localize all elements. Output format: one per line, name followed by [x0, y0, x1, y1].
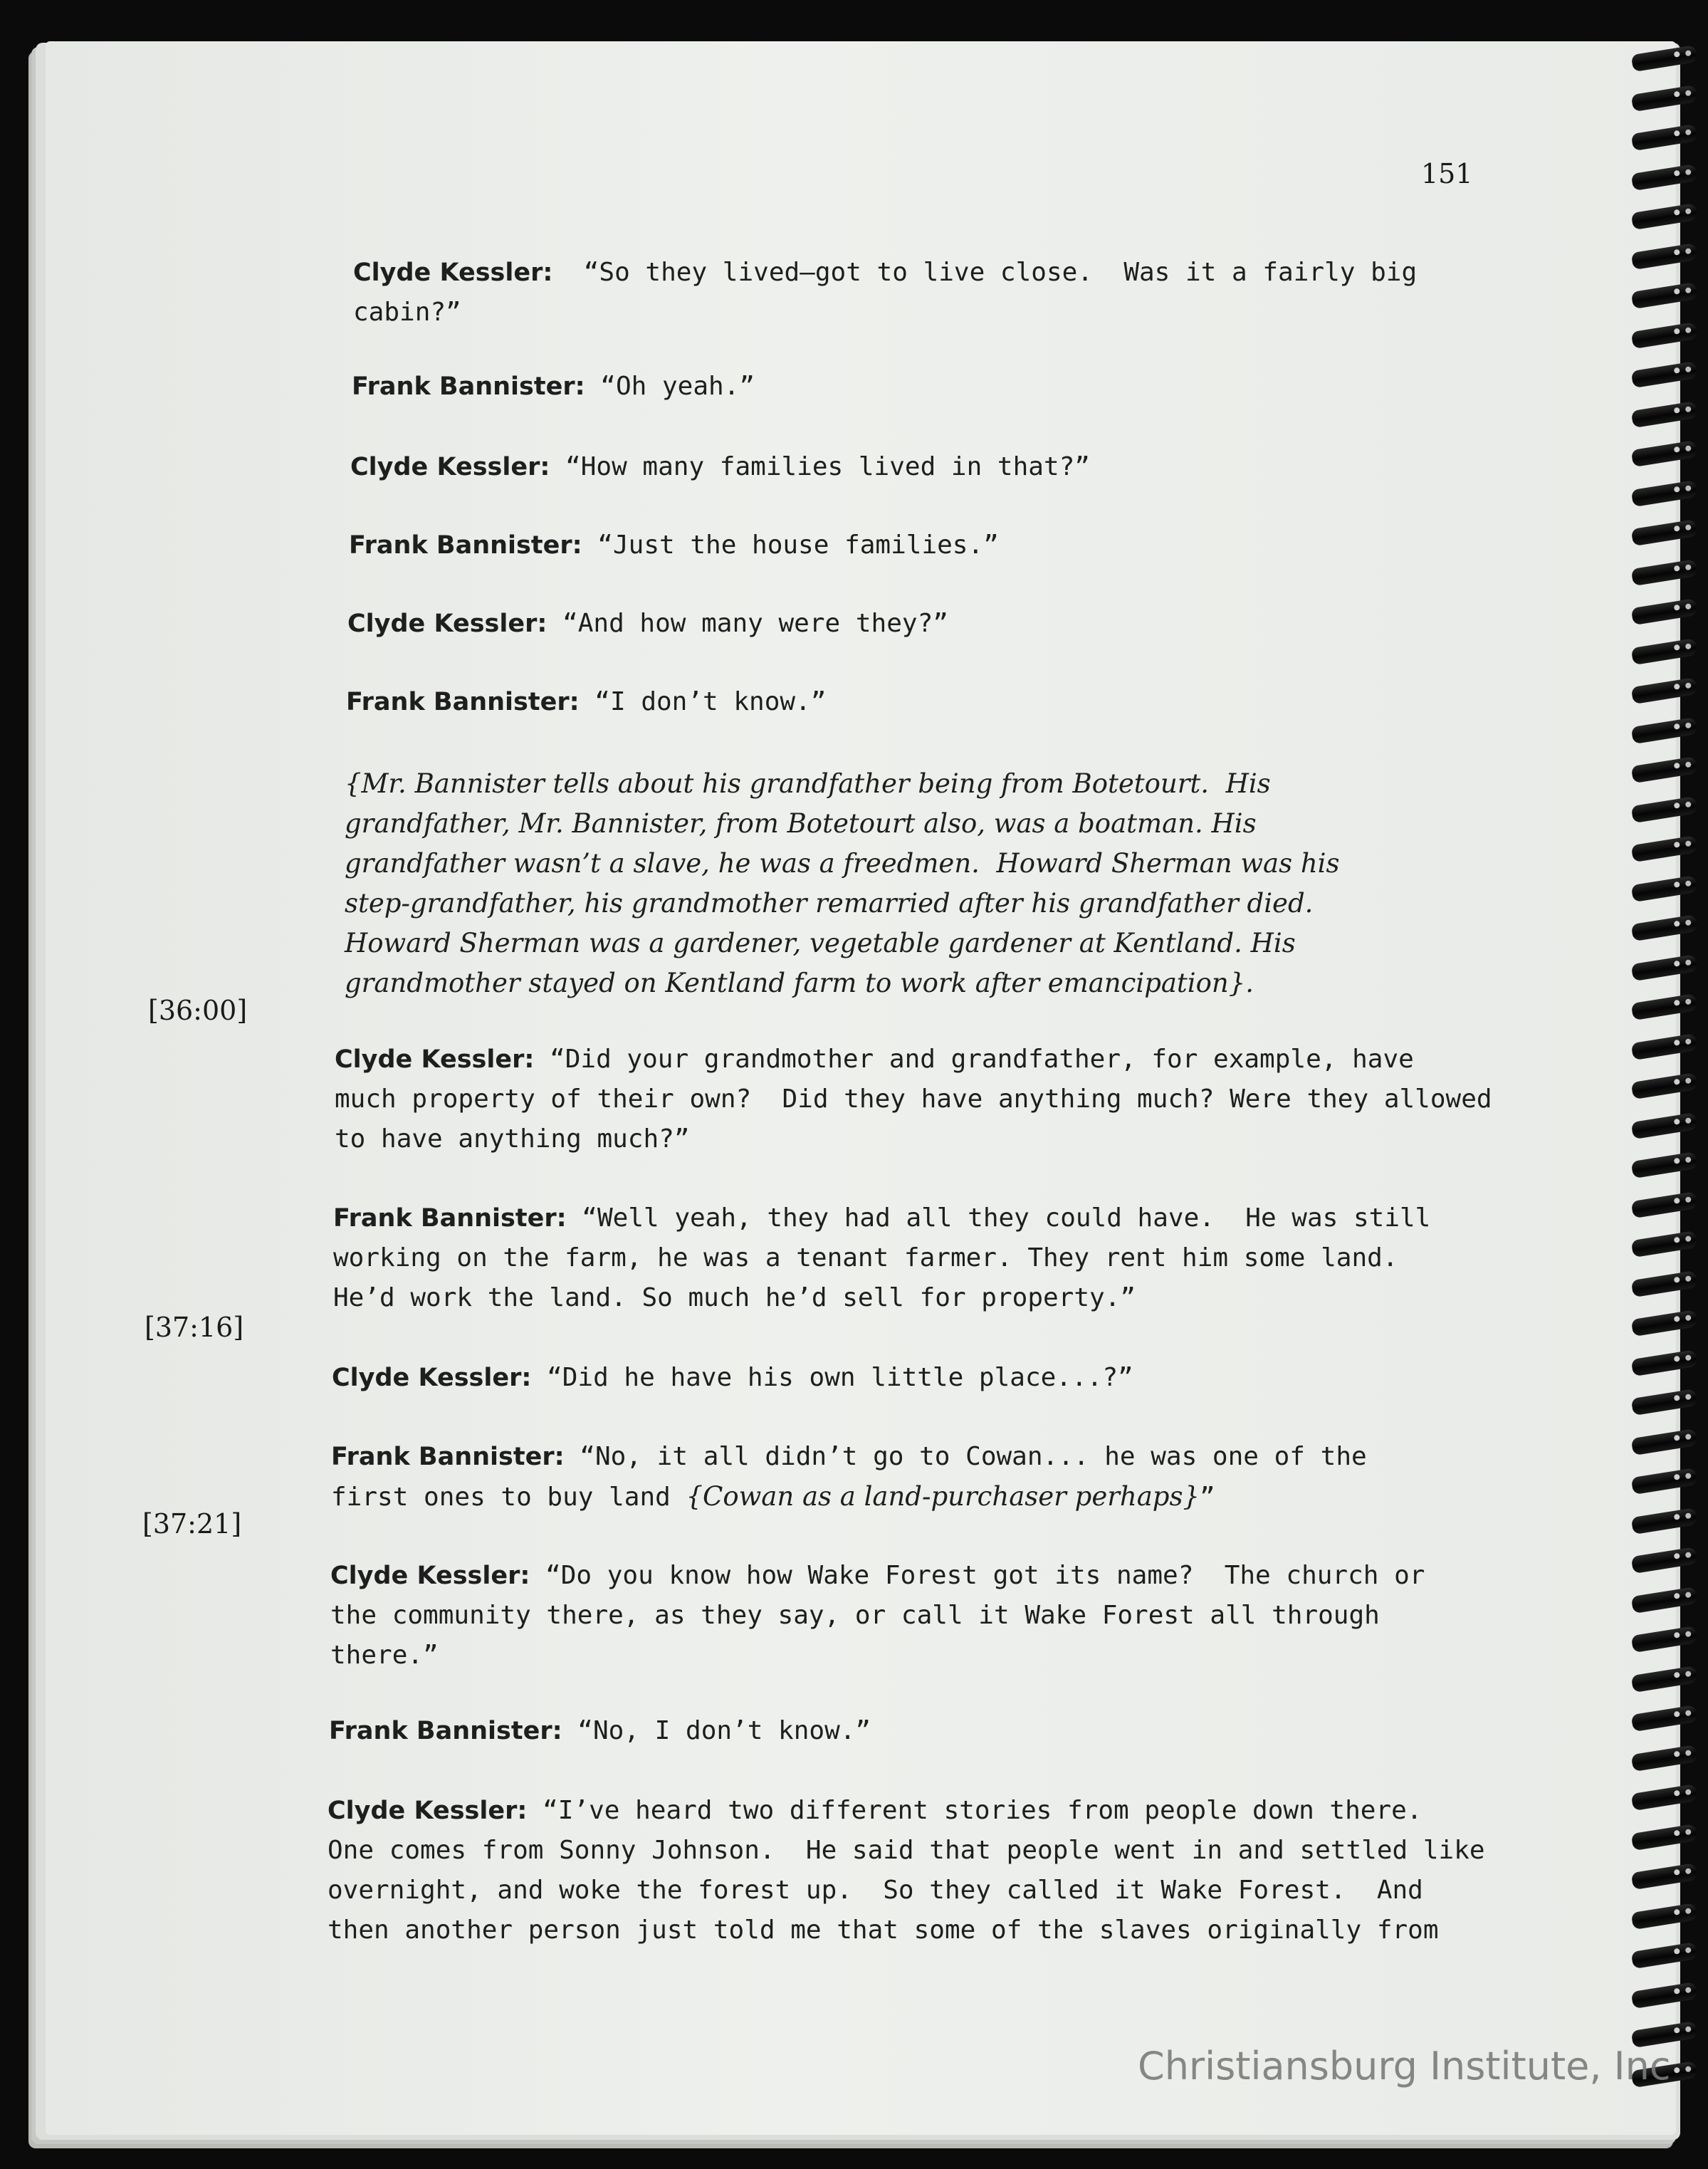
quote-close: ” [1200, 1483, 1215, 1512]
spiral-coil [1631, 1270, 1699, 1297]
page-number: 151 [1421, 158, 1473, 189]
speaker-name: Clyde Kessler: [353, 258, 553, 287]
spiral-coil [1631, 242, 1699, 269]
spiral-coil [1631, 874, 1699, 901]
spiral-coil [1631, 716, 1699, 743]
speaker-name: Clyde Kessler: [330, 1562, 530, 1590]
spiral-coil [1631, 400, 1699, 427]
quote-continuation: cabin?” [353, 298, 461, 327]
quote-continuation: then another person just told me that some of the slaves originally from [328, 1915, 1439, 1945]
speaker-name: Frank Bannister: [352, 372, 585, 401]
spiral-coil [1631, 1428, 1699, 1455]
spiral-coil [1631, 1784, 1699, 1811]
dialogue-entry [332, 1358, 1133, 1398]
dialogue-entry [330, 1556, 1425, 1676]
spiral-coil [1631, 282, 1699, 309]
quote-text: “No, it all didn’t go to Cowan... he was one of the [564, 1442, 1367, 1471]
spiral-coil [1631, 1586, 1699, 1613]
dialogue-entry [335, 1040, 1492, 1159]
dialogue-entry [333, 1198, 1430, 1318]
quote-continuation: much property of their own? Did they have anything much? Were they allowed [335, 1084, 1492, 1114]
spiral-coil [1631, 1902, 1699, 1929]
speaker-name: Frank Bannister: [329, 1717, 562, 1745]
spiral-coil [1631, 756, 1699, 783]
quote-text: “Did your grandmother and grandfather, for example, have [534, 1045, 1414, 1074]
spiral-coil [1631, 440, 1699, 467]
spiral-coil [1631, 835, 1699, 862]
spiral-coil [1631, 1942, 1699, 1969]
spiral-coil [1631, 1665, 1699, 1692]
quote-text: “Do you know how Wake Forest got its name? The church or [530, 1561, 1425, 1590]
quote-text: “Just the house families.” [582, 531, 999, 560]
spiral-coil [1631, 1349, 1699, 1376]
narration-line: grandfather, Mr. Bannister, from Botetourt also, was a boatman. His [345, 808, 1257, 839]
spiral-coil [1631, 519, 1699, 546]
dialogue-entry [350, 447, 1090, 487]
spiral-coil [1631, 993, 1699, 1020]
spiral-coil [1631, 677, 1699, 704]
speaker-name: Frank Bannister: [331, 1443, 565, 1471]
quote-text: “Oh yeah.” [585, 372, 755, 401]
quote-text: “And how many were they?” [547, 609, 948, 638]
timestamp: [37:16] [145, 1312, 244, 1343]
quote-continuation: overnight, and woke the forest up. So they called it Wake Forest. And [328, 1876, 1423, 1905]
watermark: Christiansburg Institute, Inc [1138, 2044, 1671, 2089]
speaker-name: Clyde Kessler: [332, 1364, 532, 1392]
spiral-coil [1631, 84, 1699, 111]
editorial-aside: {Cowan as a land-purchaser perhaps} [686, 1481, 1200, 1512]
spiral-binding [1630, 50, 1708, 2129]
spiral-coil [1631, 637, 1699, 664]
speaker-name: Frank Bannister: [349, 531, 582, 560]
spiral-coil [1631, 203, 1699, 230]
spiral-coil [1631, 1468, 1699, 1495]
quote-continuation: One comes from Sonny Johnson. He said that people went in and settled like [328, 1836, 1485, 1865]
spiral-coil [1631, 1310, 1699, 1337]
quote-text: “No, I don’t know.” [562, 1716, 871, 1745]
dialogue-entry [331, 1437, 1367, 1517]
quote-continuation: the community there, as they say, or call it Wake Forest all through [330, 1601, 1380, 1630]
narration-line: Howard Sherman was a gardener, vegetable gardener at Kentland. His [345, 928, 1296, 958]
timestamp: [36:00] [148, 995, 248, 1026]
spiral-coil [1631, 558, 1699, 585]
timestamp: [37:21] [142, 1508, 242, 1540]
spiral-coil [1631, 1626, 1699, 1653]
spiral-coil [1631, 1151, 1699, 1178]
narration-line: step-grandfather, his grandmother remarried after his grandfather died. [345, 888, 1314, 919]
spiral-coil [1631, 361, 1699, 388]
spiral-coil [1631, 1230, 1699, 1258]
narration-line: {Mr. Bannister tells about his grandfather being from Botetourt. His [345, 768, 1271, 799]
quote-text: “I don’t know.” [579, 687, 827, 716]
spiral-coil [1631, 1547, 1699, 1574]
speaker-name: Frank Bannister: [333, 1204, 567, 1233]
speaker-name: Clyde Kessler: [328, 1797, 528, 1825]
spiral-coil [1631, 1981, 1699, 2008]
quote-continuation: first ones to buy land [331, 1483, 686, 1512]
dialogue-entry [328, 1791, 1485, 1950]
narration-line: grandfather wasn’t a slave, he was a freedmen. Howard Sherman was his [345, 848, 1340, 879]
quote-text: “How many families lived in that?” [550, 452, 1090, 481]
spiral-coil [1631, 1823, 1699, 1850]
spiral-coil [1631, 598, 1699, 625]
spiral-coil [1631, 1112, 1699, 1139]
spiral-coil [1631, 1191, 1699, 1218]
narration-note [345, 764, 1339, 1003]
speaker-name: Clyde Kessler: [335, 1045, 535, 1074]
spiral-coil [1631, 1072, 1699, 1099]
spiral-coil [1631, 1863, 1699, 1890]
dialogue-entry [346, 682, 826, 722]
quote-text: “Did he have his own little place...?” [531, 1363, 1133, 1392]
quote-continuation: He’d work the land. So much he’d sell for property.” [333, 1283, 1136, 1312]
narration-line: grandmother stayed on Kentland farm to work after emancipation}. [345, 968, 1254, 998]
speaker-name: Frank Bannister: [346, 688, 580, 716]
spiral-coil [1631, 1033, 1699, 1060]
dialogue-entry [352, 367, 755, 407]
quote-text: “Well yeah, they had all they could have. He was still [566, 1203, 1431, 1233]
quote-continuation: there.” [330, 1641, 439, 1670]
spiral-coil [1631, 1705, 1699, 1732]
spiral-coil [1631, 953, 1699, 981]
quote-continuation: to have anything much?” [335, 1124, 690, 1154]
dialogue-entry [329, 1711, 871, 1751]
spiral-coil [1631, 163, 1699, 190]
spiral-coil [1631, 795, 1699, 822]
quote-text: “So they lived—got to live close. Was it a fairly big [552, 258, 1418, 287]
dialogue-entry [349, 526, 999, 565]
dialogue-entry [353, 253, 1417, 333]
spiral-coil [1631, 124, 1699, 151]
spiral-coil [1631, 1744, 1699, 1771]
spiral-coil [1631, 1507, 1699, 1534]
spiral-coil [1631, 914, 1699, 941]
speaker-name: Clyde Kessler: [347, 610, 547, 638]
spiral-coil [1631, 321, 1699, 348]
quote-continuation: working on the farm, he was a tenant farmer. They rent him some land. [333, 1243, 1398, 1272]
quote-text: “I’ve heard two different stories from people down there. [527, 1796, 1423, 1825]
spiral-coil [1631, 479, 1699, 506]
spiral-coil [1631, 1389, 1699, 1416]
speaker-name: Clyde Kessler: [350, 453, 550, 481]
dialogue-entry [347, 604, 948, 644]
